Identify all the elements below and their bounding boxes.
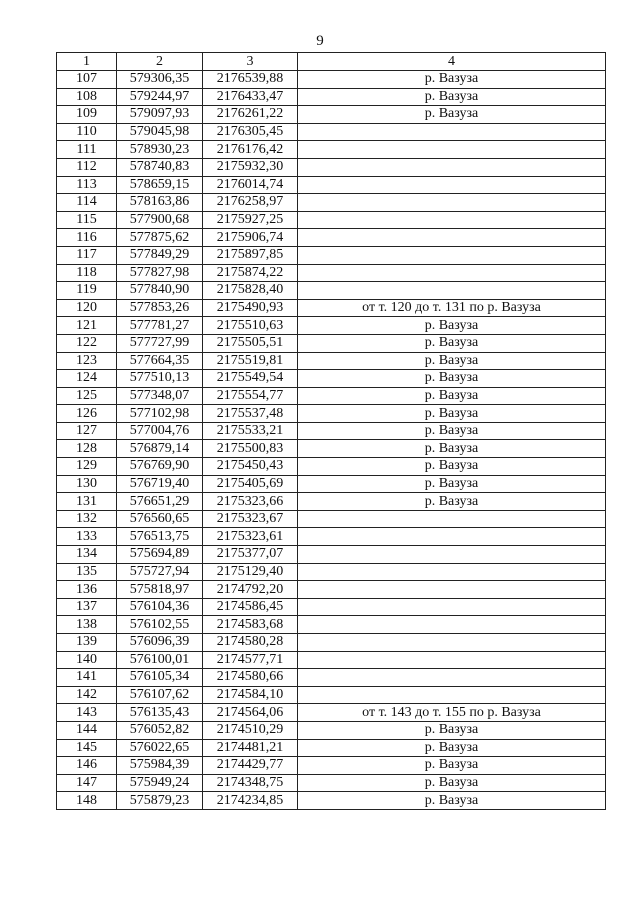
y-coordinate-cell: 2174580,66: [203, 669, 298, 687]
y-coordinate-cell: 2175519,81: [203, 352, 298, 370]
y-coordinate-cell: 2176176,42: [203, 141, 298, 159]
description-cell: р. Вазуза: [298, 739, 606, 757]
y-coordinate-cell: 2175500,83: [203, 440, 298, 458]
y-coordinate-cell: 2175323,66: [203, 493, 298, 511]
x-coordinate-cell: 577781,27: [117, 317, 203, 335]
coordinates-table: [56, 52, 606, 810]
point-number-cell: 130: [57, 475, 117, 493]
x-coordinate-cell: 578740,83: [117, 158, 203, 176]
y-coordinate-cell: 2175828,40: [203, 282, 298, 300]
description-cell: [298, 634, 606, 652]
point-number-cell: 147: [57, 774, 117, 792]
x-coordinate-cell: 576096,39: [117, 634, 203, 652]
point-number-cell: 128: [57, 440, 117, 458]
table-row: [57, 651, 606, 669]
table-row: [57, 229, 606, 247]
description-cell: [298, 686, 606, 704]
y-coordinate-cell: 2175897,85: [203, 246, 298, 264]
y-coordinate-cell: 2175932,30: [203, 158, 298, 176]
description-cell: р. Вазуза: [298, 493, 606, 511]
description-cell: [298, 211, 606, 229]
table-row: [57, 510, 606, 528]
description-cell: р. Вазуза: [298, 334, 606, 352]
point-number-cell: 107: [57, 71, 117, 89]
y-coordinate-cell: 2175906,74: [203, 229, 298, 247]
x-coordinate-cell: 576879,14: [117, 440, 203, 458]
table-row: [57, 334, 606, 352]
y-coordinate-cell: 2175490,93: [203, 299, 298, 317]
x-coordinate-cell: 576135,43: [117, 704, 203, 722]
y-coordinate-cell: 2176539,88: [203, 71, 298, 89]
x-coordinate-cell: 577840,90: [117, 282, 203, 300]
description-cell: р. Вазуза: [298, 774, 606, 792]
y-coordinate-cell: 2174583,68: [203, 616, 298, 634]
table-row: [57, 546, 606, 564]
x-coordinate-cell: 576651,29: [117, 493, 203, 511]
y-coordinate-cell: 2174348,75: [203, 774, 298, 792]
table-row: [57, 264, 606, 282]
y-coordinate-cell: 2176258,97: [203, 194, 298, 212]
x-coordinate-cell: 578659,15: [117, 176, 203, 194]
y-coordinate-cell: 2175323,67: [203, 510, 298, 528]
y-coordinate-cell: 2175549,54: [203, 370, 298, 388]
point-number-cell: 135: [57, 563, 117, 581]
point-number-cell: 141: [57, 669, 117, 687]
point-number-cell: 129: [57, 458, 117, 476]
description-cell: [298, 158, 606, 176]
table-row: [57, 634, 606, 652]
point-number-cell: 142: [57, 686, 117, 704]
description-cell: [298, 510, 606, 528]
x-coordinate-cell: 577727,99: [117, 334, 203, 352]
y-coordinate-cell: 2174792,20: [203, 581, 298, 599]
point-number-cell: 118: [57, 264, 117, 282]
x-coordinate-cell: 577102,98: [117, 405, 203, 423]
table-row: [57, 299, 606, 317]
point-number-cell: 144: [57, 721, 117, 739]
x-coordinate-cell: 577900,68: [117, 211, 203, 229]
table-row: [57, 739, 606, 757]
point-number-cell: 146: [57, 757, 117, 775]
point-number-cell: 113: [57, 176, 117, 194]
table-row: [57, 440, 606, 458]
point-number-cell: 121: [57, 317, 117, 335]
y-coordinate-cell: 2175554,77: [203, 387, 298, 405]
description-cell: [298, 123, 606, 141]
x-coordinate-cell: 576107,62: [117, 686, 203, 704]
x-coordinate-cell: 575984,39: [117, 757, 203, 775]
table-row: [57, 88, 606, 106]
point-number-cell: 138: [57, 616, 117, 634]
header-cell-point: 1: [57, 53, 117, 71]
table-row: [57, 563, 606, 581]
table-row: [57, 71, 606, 89]
point-number-cell: 124: [57, 370, 117, 388]
y-coordinate-cell: 2176433,47: [203, 88, 298, 106]
y-coordinate-cell: 2176305,45: [203, 123, 298, 141]
y-coordinate-cell: 2176014,74: [203, 176, 298, 194]
description-cell: р. Вазуза: [298, 792, 606, 810]
y-coordinate-cell: 2175510,63: [203, 317, 298, 335]
description-cell: [298, 282, 606, 300]
description-cell: [298, 598, 606, 616]
y-coordinate-cell: 2175874,22: [203, 264, 298, 282]
x-coordinate-cell: 575694,89: [117, 546, 203, 564]
table-row: [57, 475, 606, 493]
description-cell: от т. 120 до т. 131 по р. Вазуза: [298, 299, 606, 317]
description-cell: р. Вазуза: [298, 106, 606, 124]
page-number: 9: [316, 33, 324, 49]
table-row: [57, 774, 606, 792]
point-number-cell: 131: [57, 493, 117, 511]
table-row: [57, 581, 606, 599]
y-coordinate-cell: 2175927,25: [203, 211, 298, 229]
x-coordinate-cell: 576022,65: [117, 739, 203, 757]
table-row: [57, 141, 606, 159]
y-coordinate-cell: 2174510,29: [203, 721, 298, 739]
table-row: [57, 282, 606, 300]
header-cell-y: 3: [203, 53, 298, 71]
point-number-cell: 114: [57, 194, 117, 212]
x-coordinate-cell: 578163,86: [117, 194, 203, 212]
table-row: [57, 123, 606, 141]
description-cell: р. Вазуза: [298, 757, 606, 775]
table-row: [57, 422, 606, 440]
y-coordinate-cell: 2174234,85: [203, 792, 298, 810]
x-coordinate-cell: 575949,24: [117, 774, 203, 792]
description-cell: р. Вазуза: [298, 352, 606, 370]
description-cell: р. Вазуза: [298, 721, 606, 739]
x-coordinate-cell: 577875,62: [117, 229, 203, 247]
x-coordinate-cell: 575818,97: [117, 581, 203, 599]
description-cell: р. Вазуза: [298, 458, 606, 476]
table-row: [57, 194, 606, 212]
point-number-cell: 140: [57, 651, 117, 669]
x-coordinate-cell: 576100,01: [117, 651, 203, 669]
x-coordinate-cell: 576105,34: [117, 669, 203, 687]
point-number-cell: 115: [57, 211, 117, 229]
description-cell: от т. 143 до т. 155 по р. Вазуза: [298, 704, 606, 722]
y-coordinate-cell: 2174481,21: [203, 739, 298, 757]
table-row: [57, 757, 606, 775]
point-number-cell: 132: [57, 510, 117, 528]
point-number-cell: 122: [57, 334, 117, 352]
y-coordinate-cell: 2175323,61: [203, 528, 298, 546]
table-row: [57, 158, 606, 176]
x-coordinate-cell: 576104,36: [117, 598, 203, 616]
x-coordinate-cell: 576769,90: [117, 458, 203, 476]
point-number-cell: 123: [57, 352, 117, 370]
table-row: [57, 528, 606, 546]
description-cell: [298, 581, 606, 599]
y-coordinate-cell: 2175537,48: [203, 405, 298, 423]
y-coordinate-cell: 2174584,10: [203, 686, 298, 704]
description-cell: [298, 669, 606, 687]
description-cell: [298, 616, 606, 634]
description-cell: р. Вазуза: [298, 88, 606, 106]
table-row: [57, 317, 606, 335]
description-cell: [298, 563, 606, 581]
x-coordinate-cell: 579244,97: [117, 88, 203, 106]
table-row: [57, 493, 606, 511]
description-cell: р. Вазуза: [298, 370, 606, 388]
x-coordinate-cell: 575879,23: [117, 792, 203, 810]
description-cell: [298, 141, 606, 159]
table-row: [57, 458, 606, 476]
description-cell: [298, 264, 606, 282]
x-coordinate-cell: 577853,26: [117, 299, 203, 317]
point-number-cell: 120: [57, 299, 117, 317]
y-coordinate-cell: 2174564,06: [203, 704, 298, 722]
description-cell: [298, 176, 606, 194]
header-cell-description: 4: [298, 53, 606, 71]
point-number-cell: 136: [57, 581, 117, 599]
description-cell: [298, 246, 606, 264]
table-row: [57, 669, 606, 687]
y-coordinate-cell: 2174580,28: [203, 634, 298, 652]
point-number-cell: 139: [57, 634, 117, 652]
y-coordinate-cell: 2175505,51: [203, 334, 298, 352]
point-number-cell: 111: [57, 141, 117, 159]
table-row: [57, 721, 606, 739]
x-coordinate-cell: 577827,98: [117, 264, 203, 282]
point-number-cell: 108: [57, 88, 117, 106]
y-coordinate-cell: 2174577,71: [203, 651, 298, 669]
x-coordinate-cell: 575727,94: [117, 563, 203, 581]
description-cell: [298, 194, 606, 212]
point-number-cell: 145: [57, 739, 117, 757]
table-row: [57, 387, 606, 405]
table-row: [57, 352, 606, 370]
y-coordinate-cell: 2175533,21: [203, 422, 298, 440]
x-coordinate-cell: 578930,23: [117, 141, 203, 159]
point-number-cell: 116: [57, 229, 117, 247]
table-row: [57, 704, 606, 722]
y-coordinate-cell: 2175405,69: [203, 475, 298, 493]
y-coordinate-cell: 2175450,43: [203, 458, 298, 476]
table-row: [57, 616, 606, 634]
x-coordinate-cell: 577849,29: [117, 246, 203, 264]
point-number-cell: 127: [57, 422, 117, 440]
point-number-cell: 110: [57, 123, 117, 141]
description-cell: р. Вазуза: [298, 387, 606, 405]
header-cell-x: 2: [117, 53, 203, 71]
description-cell: р. Вазуза: [298, 422, 606, 440]
x-coordinate-cell: 577510,13: [117, 370, 203, 388]
table-row: [57, 686, 606, 704]
description-cell: р. Вазуза: [298, 440, 606, 458]
description-cell: р. Вазуза: [298, 317, 606, 335]
point-number-cell: 143: [57, 704, 117, 722]
x-coordinate-cell: 576052,82: [117, 721, 203, 739]
y-coordinate-cell: 2175377,07: [203, 546, 298, 564]
point-number-cell: 117: [57, 246, 117, 264]
y-coordinate-cell: 2174586,45: [203, 598, 298, 616]
y-coordinate-cell: 2176261,22: [203, 106, 298, 124]
x-coordinate-cell: 577664,35: [117, 352, 203, 370]
description-cell: р. Вазуза: [298, 405, 606, 423]
point-number-cell: 134: [57, 546, 117, 564]
table-row: [57, 106, 606, 124]
x-coordinate-cell: 576560,65: [117, 510, 203, 528]
point-number-cell: 133: [57, 528, 117, 546]
point-number-cell: 148: [57, 792, 117, 810]
x-coordinate-cell: 577004,76: [117, 422, 203, 440]
description-cell: [298, 651, 606, 669]
description-cell: р. Вазуза: [298, 71, 606, 89]
table-body: [57, 53, 606, 810]
table-header-row: [57, 53, 606, 71]
table-row: [57, 176, 606, 194]
x-coordinate-cell: 579045,98: [117, 123, 203, 141]
description-cell: [298, 546, 606, 564]
table-row: [57, 405, 606, 423]
description-cell: р. Вазуза: [298, 475, 606, 493]
point-number-cell: 126: [57, 405, 117, 423]
table-row: [57, 598, 606, 616]
x-coordinate-cell: 576513,75: [117, 528, 203, 546]
x-coordinate-cell: 576102,55: [117, 616, 203, 634]
x-coordinate-cell: 577348,07: [117, 387, 203, 405]
point-number-cell: 125: [57, 387, 117, 405]
point-number-cell: 137: [57, 598, 117, 616]
table-row: [57, 370, 606, 388]
description-cell: [298, 229, 606, 247]
point-number-cell: 119: [57, 282, 117, 300]
table-row: [57, 792, 606, 810]
x-coordinate-cell: 576719,40: [117, 475, 203, 493]
table-row: [57, 246, 606, 264]
x-coordinate-cell: 579306,35: [117, 71, 203, 89]
table-row: [57, 211, 606, 229]
point-number-cell: 112: [57, 158, 117, 176]
point-number-cell: 109: [57, 106, 117, 124]
x-coordinate-cell: 579097,93: [117, 106, 203, 124]
description-cell: [298, 528, 606, 546]
y-coordinate-cell: 2174429,77: [203, 757, 298, 775]
y-coordinate-cell: 2175129,40: [203, 563, 298, 581]
